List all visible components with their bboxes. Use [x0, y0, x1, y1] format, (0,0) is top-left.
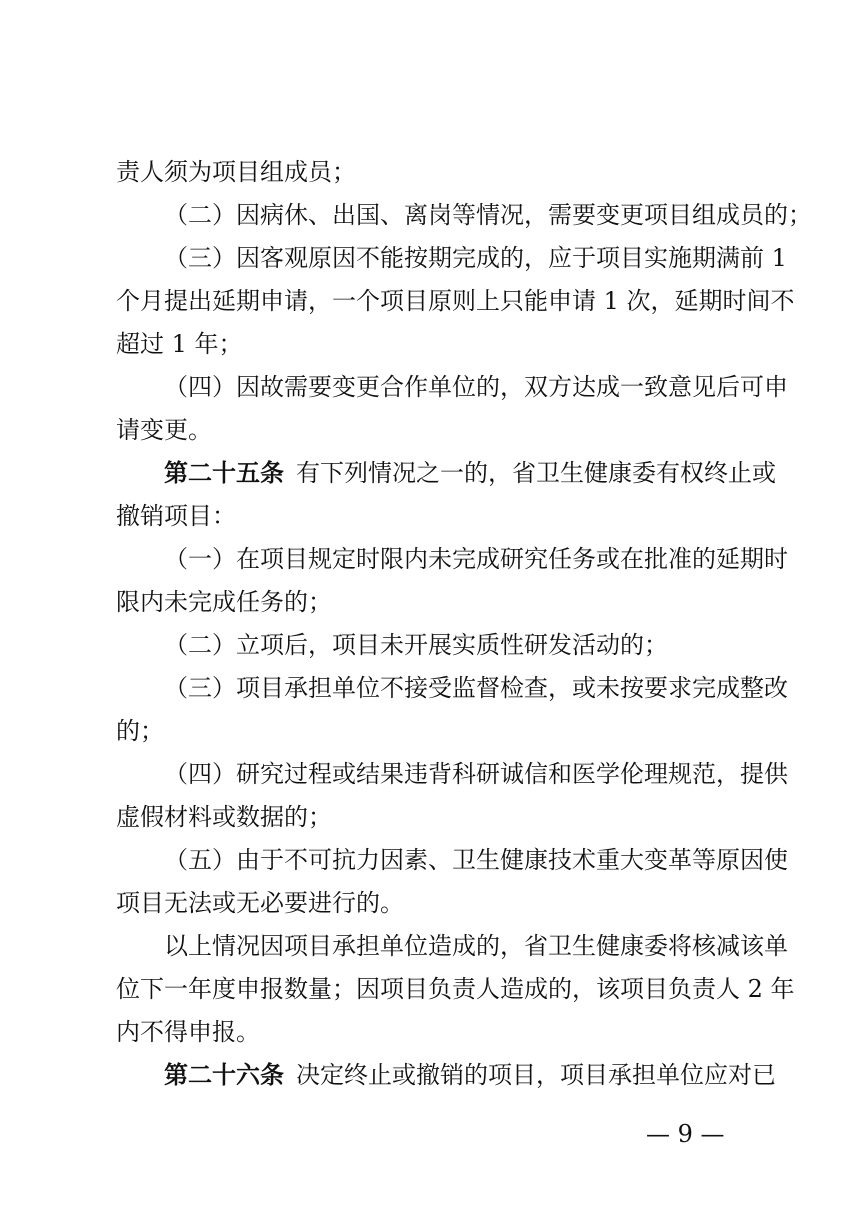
article-25-heading: 第二十五条: [164, 459, 284, 487]
text-line-15: （四）研究过程或结果违背科研诚信和医学伦理规范，提供: [164, 760, 788, 788]
text-line-13: （三）项目承担单位不接受监督检查，或未按要求完成整改: [164, 674, 788, 702]
text-line-20: 位下一年度申报数量；因项目负责人造成的，该项目负责人 2 年: [116, 975, 795, 1003]
text-line-2: （二）因病休、出国、离岗等情况，需要变更项目组成员的；: [164, 201, 812, 229]
text-line-6: （四）因故需要变更合作单位的，双方达成一致意见后可申: [164, 373, 788, 401]
text-line-1: 责人须为项目组成员；: [116, 158, 356, 186]
text-line-12: （二）立项后，项目未开展实质性研发活动的；: [164, 631, 668, 659]
article-26-heading: 第二十六条: [164, 1061, 284, 1089]
text-line-4: 个月提出延期申请，一个项目原则上只能申请 1 次，延期时间不: [116, 287, 795, 315]
text-line-9: 撤销项目：: [116, 502, 236, 530]
text-line-11: 限内未完成任务的；: [116, 588, 332, 616]
text-line-8: 有下列情况之一的，省卫生健康委有权终止或: [296, 459, 776, 487]
text-line-16: 虚假材料或数据的；: [116, 803, 332, 831]
text-line-14: 的；: [116, 717, 164, 745]
text-line-17: （五）由于不可抗力因素、卫生健康技术重大变革等原因使: [164, 846, 788, 874]
text-line-18: 项目无法或无必要进行的。: [116, 889, 404, 917]
text-line-7: 请变更。: [116, 416, 212, 444]
text-line-21: 内不得申报。: [116, 1018, 260, 1046]
text-line-3: （三）因客观原因不能按期完成的，应于项目实施期满前 1: [164, 244, 787, 272]
text-line-10: （一）在项目规定时限内未完成研究任务或在批准的延期时: [164, 545, 788, 573]
text-line-22: 决定终止或撤销的项目，项目承担单位应对已: [296, 1061, 776, 1089]
text-line-5: 超过 1 年；: [116, 330, 243, 358]
text-line-19: 以上情况因项目承担单位造成的，省卫生健康委将核减该单: [164, 932, 788, 960]
page-number: — 9 —: [646, 1120, 725, 1148]
